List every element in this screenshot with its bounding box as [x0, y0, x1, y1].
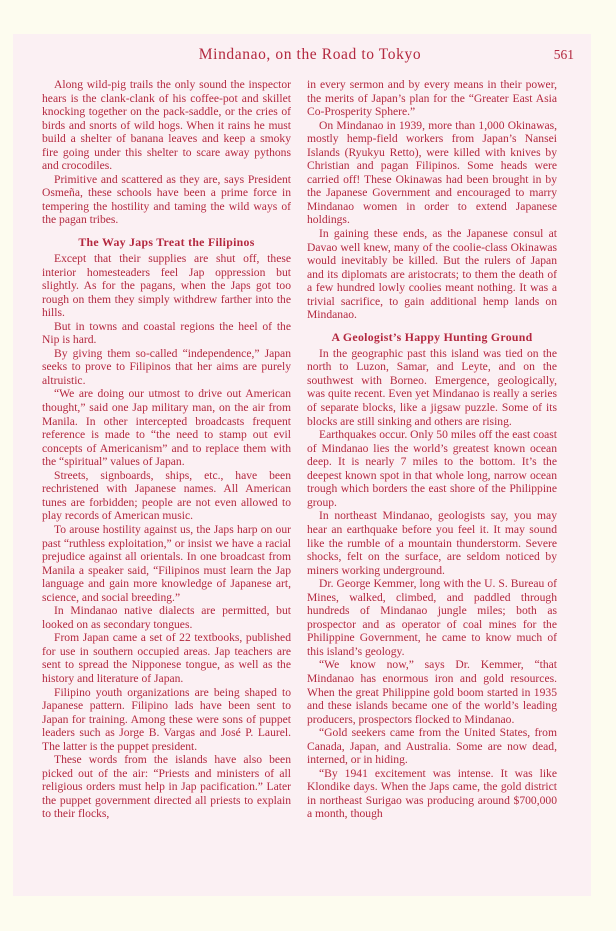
page-number: 561: [553, 47, 574, 62]
paragraph: To arouse hostility against us, the Japs harp on our past “ruthless exploitation,” or insist we have a racial prejudice against all orientals. In one broadcast from Manila a speaker said, “Filipinos must learn the Jap language and gain more knowledge of Japanese art, science, and social breeding.”: [42, 522, 291, 604]
paragraph: Along wild-pig trails the only sound the inspector hears is the clank-clank of his coffee-pot and skillet knocking together on the pack-saddle, or the cries of birds and snorts of wild hogs. When it rains he must build a shelter of banana leaves and keep a smoky fire going under this shelter to scare away pythons and crocodiles.: [42, 78, 291, 173]
paragraph: Dr. George Kemmer, long with the U. S. Bureau of Mines, walked, climbed, and paddled through hundreds of Mindanao jungle miles; both as prospector and as operator of coal mines for the Philippine Government, he came to know much of this island’s geology.: [307, 577, 557, 658]
section-heading: The Way Japs Treat the Filipinos: [78, 235, 255, 250]
running-title: Mindanao, on the Road to Tokyo: [198, 46, 422, 63]
paragraph: Earthquakes occur. Only 50 miles off the east coast of Mindanao lies the world’s greatest known ocean deep. It is nearly 7 miles to the bottom. It’s the deepest known spot in that whole long, narrow ocean trough which borders the east shore of the Philippine group.: [307, 428, 557, 509]
paragraph: “By 1941 excitement was intense. It was like Klondike days. When the Japs came, the gold district in northeast Surigao was producing around $700,000 a month, though: [307, 766, 557, 821]
paragraph: On Mindanao in 1939, more than 1,000 Okinawas, mostly hemp-field workers from Japan’s Nansei Islands (Ryukyu Retto), were killed with knives by Christian and pagan Filipinos. Some heads were carried off! These Okinawas had been brought in by the Japanese Government and encouraged to marry Mindanao women in order to extend Japanese holdings.: [307, 118, 557, 227]
paragraph: By giving them so-called “independence,” Japan seeks to prove to Filipinos that her aims are purely altruistic.: [42, 346, 291, 387]
paragraph: Except that their supplies are shut off, these interior homesteaders feel Jap oppression but slightly. As for the pagans, when the Japs got too rough on them they simply withdrew farther into the hills.: [42, 252, 291, 320]
paragraph: In Mindanao native dialects are permitted, but looked on as secondary tongues.: [42, 604, 291, 631]
paragraph: “We are doing our utmost to drive out American thought,” said one Jap military man, on the air from Manila. In other intercepted broadcasts frequent reference is made to “the need to stamp out evil concepts of Americanism” and to replace them with the “spiritual” values of Japan.: [42, 387, 291, 469]
paragraph: “Gold seekers came from the United States, from Canada, Japan, and Australia. Some are now dead, interned, or in hiding.: [307, 726, 557, 767]
paragraph: In northeast Mindanao, geologists say, you may hear an earthquake before you feel it. It may sound like the rumble of a mountain thunderstorm. Severe shocks, felt on the surface, are seldom noticed by miners working underground.: [307, 509, 557, 577]
paragraph: But in towns and coastal regions the heel of the Nip is hard.: [42, 319, 291, 347]
running-head: [40, 46, 580, 66]
section-heading: A Geologist’s Happy Hunting Ground: [331, 329, 533, 344]
paragraph: “We know now,” says Dr. Kemmer, “that Mindanao has enormous iron and gold resources. When the great Philippine gold boom started in 1935 and these islands became one of the world’s leading producers, prospectors flocked to Mindanao.: [307, 658, 557, 726]
paragraph: Streets, signboards, ships, etc., have been rechristened with Japanese names. All American tunes are forbidden; people are not even allowed to play records of American music.: [42, 468, 291, 523]
paragraph: These words from the islands have also been picked out of the air: “Priests and ministers of all religious orders must help in Jap pacification.” Later the puppet government directed all priests to explain to their flocks,: [42, 753, 291, 821]
left-column: [42, 78, 291, 821]
paragraph: From Japan came a set of 22 textbooks, published for use in southern occupied areas. Jap teachers are sent to spread the Nipponese tongue, as well as the history and literature of Japan.: [42, 631, 291, 685]
paragraph: Filipino youth organizations are being shaped to Japanese pattern. Filipino lads have been sent to Japan for training. Among these were sons of puppet leaders such as Jorge B. Vargas and José P. Laurel. The latter is the puppet president.: [42, 685, 291, 753]
paragraph: In the geographic past this island was tied on the north to Luzon, Samar, and Leyte, and on the southwest with Borneo. Emergence, geologically, was quite recent. Even yet Mindanao is really a series of separate blocks, like a jigsaw puzzle. Some of its blocks are still sinking and others are rising.: [307, 346, 557, 428]
paragraph: In gaining these ends, as the Japanese consul at Davao well knew, many of the coolie-class Okinawas would inevitably be killed. But the rulers of Japan and its diplomats are aristocrats; to them the death of a few hundred lowly coolies meant nothing. It was a trivial sacrifice, to gain additional hemp lands on Mindanao.: [307, 227, 557, 322]
right-column: [307, 78, 557, 821]
paragraph: Primitive and scattered as they are, says President Osmeña, these schools have been a prime force in tempering the hostility and taming the wild ways of the pagan tribes.: [42, 172, 291, 227]
paragraph-continued: in every sermon and by every means in their power, the merits of Japan’s plan for the “Greater East Asia Co-Prosperity Sphere.”: [307, 78, 557, 119]
